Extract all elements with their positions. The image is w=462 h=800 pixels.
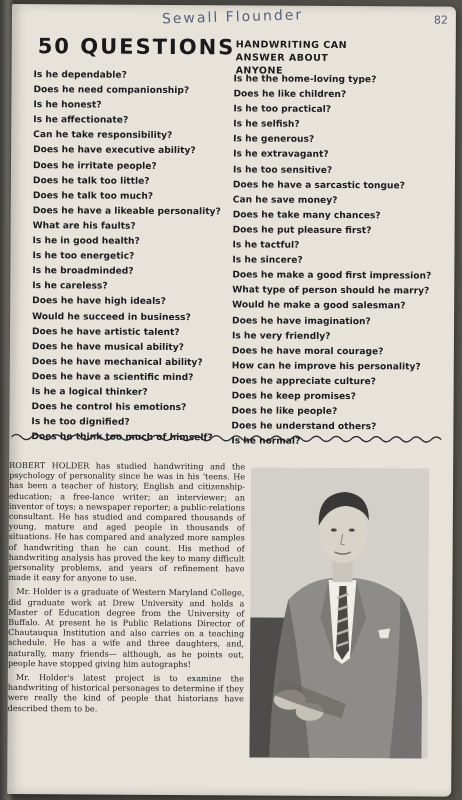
bio-paragraph: Mr. Holder is a graduate of Western Maryland College, did graduate work at Drew University and holds a Master of Education degree from the University of Buffalo. At present he is Public Relations Director of Chautauqua Institution and also carries on a teaching schedule. He has a wife and three daughters, and, naturally, many friends— although, as he points out, people have stopped giving him autographs! xyxy=(7,586,245,669)
question-item: Would he succeed in business? xyxy=(32,311,191,323)
question-item: Is he the home-loving type? xyxy=(233,74,377,86)
question-item: Does he have a sarcastic tongue? xyxy=(232,180,405,192)
question-item: What are his faults? xyxy=(32,221,136,232)
questions-right-list xyxy=(231,72,432,451)
question-item: Does he talk too much? xyxy=(32,190,154,202)
question-item: Is he too sensitive? xyxy=(232,164,333,176)
question-item: Does he have mechanical ability? xyxy=(31,356,203,368)
question-item: Is he extravagant? xyxy=(233,149,329,161)
questions-left-list xyxy=(31,68,221,446)
question-item: Is he too energetic? xyxy=(32,251,135,262)
question-item: Is he affectionate? xyxy=(33,115,129,126)
question-item: Does he irritate people? xyxy=(32,160,157,172)
page-title: 50 QUESTIONS xyxy=(37,34,236,60)
question-item: Is he careless? xyxy=(32,281,108,292)
question-item: Can he save money? xyxy=(232,195,338,206)
question-item: Does he have a scientific mind? xyxy=(31,372,194,383)
question-item: Is he broadminded? xyxy=(32,266,134,277)
question-item: Is he dependable? xyxy=(33,70,127,81)
question-item: Does he appreciate culture? xyxy=(231,376,376,388)
question-item: Is he a logical thinker? xyxy=(31,387,148,398)
question-item: Does he have imagination? xyxy=(232,315,371,327)
question-item: Is he in good health? xyxy=(32,236,140,247)
question-item: Does he have moral courage? xyxy=(231,346,384,357)
question-item: Is he normal? xyxy=(231,436,301,448)
question-item: Is he too practical? xyxy=(233,104,332,116)
question-item: Is he very friendly? xyxy=(231,330,331,342)
question-item: Does he control his emotions? xyxy=(31,402,187,414)
question-item: Is he generous? xyxy=(233,134,315,146)
question-item: Is he tactful? xyxy=(232,240,300,251)
question-item: Is he honest? xyxy=(33,100,102,111)
author-portrait xyxy=(249,467,429,758)
bio-paragraph: Mr. Holder's latest project is to examine the handwriting of historical personages to determine if they were really the kind of people that historians have described them to be. xyxy=(7,672,244,714)
question-item: Does he understand others? xyxy=(231,421,377,433)
handwritten-annotation: Sewall Flounder xyxy=(161,7,304,28)
question-item: Does he have executive ability? xyxy=(33,145,196,157)
question-item: Does he need companionship? xyxy=(33,85,190,97)
question-item: Does he have artistic talent? xyxy=(31,326,180,338)
bio-paragraph: ROBERT HOLDER has studied handwriting and the psychology of personality since he was in his 'teens. He has been a teacher of history, English and citizenship-education; a free-lance writer; an interviewer; an inventor of toys; a newspaper reporter; a public-relations consultant. He has studied and compared thousands of young, mature and aged people in thousands of situations. He has compared and analyzed more samples of handwriting than he can count. His method of handwriting analysis has proved the key to many difficult personality problems, and years of refinement have made it easy for anyone to use. xyxy=(8,459,246,584)
question-item: Does he take many chances? xyxy=(232,210,381,222)
question-item: Does he have high ideals? xyxy=(32,296,166,308)
question-item: Does he keep promises? xyxy=(231,391,356,403)
question-item: Does he put pleasure first? xyxy=(232,225,372,237)
question-item: Is he selfish? xyxy=(233,119,300,131)
question-item: Does he have a likeable personality? xyxy=(32,205,221,218)
question-item: How can he improve his personality? xyxy=(231,361,421,373)
question-item: Is he sincere? xyxy=(232,255,303,266)
question-item: Does he make a good first impression? xyxy=(232,270,432,282)
author-bio xyxy=(8,460,246,718)
page-number: 82 xyxy=(433,13,448,27)
question-item: Would he make a good salesman? xyxy=(232,300,406,312)
question-item: Is he too dignified? xyxy=(31,417,130,428)
question-item: Can he take responsibility? xyxy=(33,130,173,142)
question-item: Does he think too much of himself? xyxy=(31,432,213,444)
question-item: What type of person should he marry? xyxy=(232,285,430,297)
question-item: Does he like children? xyxy=(233,89,347,101)
question-item: Does he talk too little? xyxy=(32,175,150,187)
book-page xyxy=(7,4,456,797)
question-item: Does he have musical ability? xyxy=(31,341,184,353)
question-item: Does he like people? xyxy=(231,406,338,418)
page-subtitle: HANDWRITING CAN ANSWER ABOUT ANYONE xyxy=(235,39,348,77)
